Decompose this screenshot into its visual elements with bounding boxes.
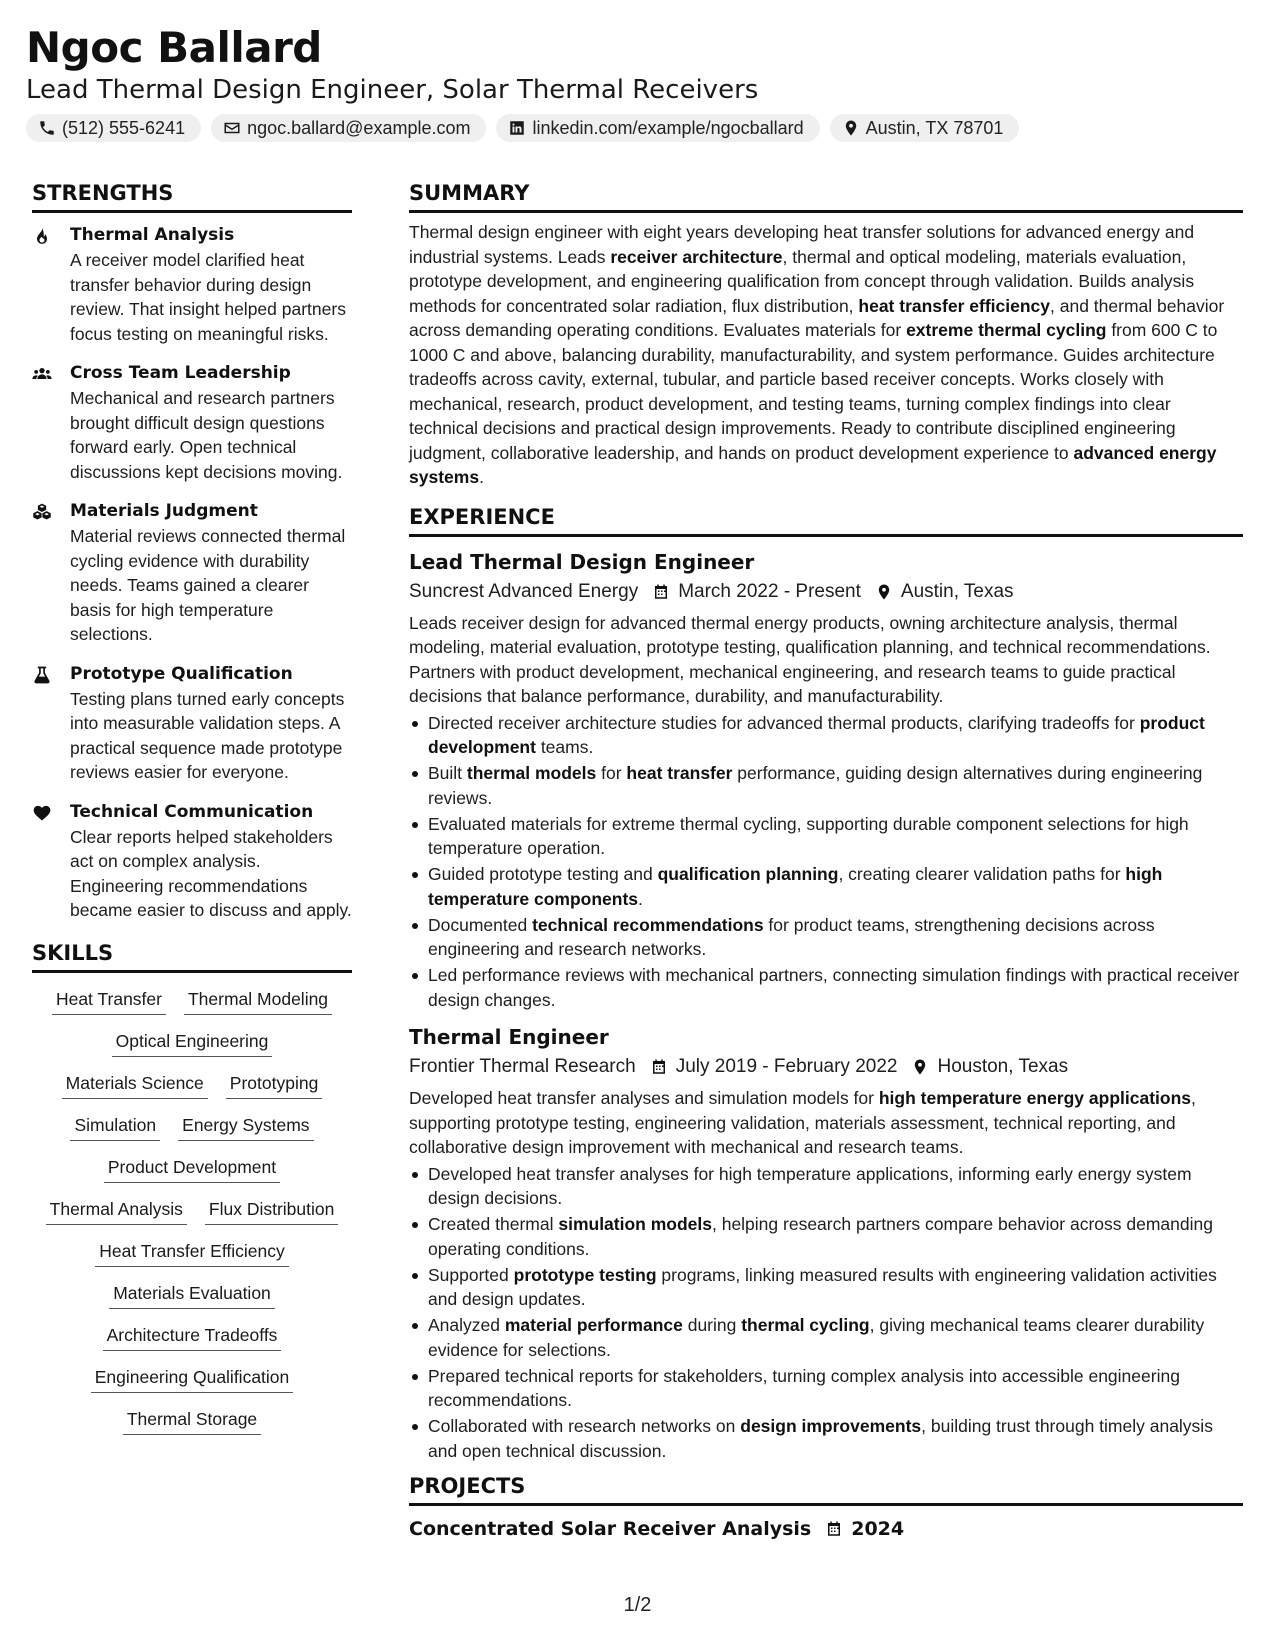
calendar-icon: [652, 583, 670, 601]
job-description: Leads receiver design for advanced thermal energy products, owning architecture analysis, thermal modeling, material evaluation, prototype testing, qualification planning, and technical recommendations. Partners with product development, mechanical engineering, and research teams to guide practical decisions that balance performance, durability, and manufacturability.: [409, 612, 1211, 706]
cubes-icon: [32, 502, 52, 522]
phone-icon: [38, 119, 56, 137]
projects-heading: PROJECTS: [409, 1471, 1243, 1506]
strength-item: [32, 499, 352, 647]
contact-location: [830, 114, 1020, 142]
map-pin-icon: [842, 119, 860, 137]
bullet-item: Developed heat transfer analyses for high temperature applications, informing early energy system design decisions.: [409, 1162, 1243, 1211]
calendar-icon: [825, 1520, 843, 1538]
left-column: [32, 178, 352, 1435]
contact-phone[interactable]: [26, 114, 201, 142]
calendar-icon: [650, 1058, 668, 1076]
skill-tag: Energy Systems: [178, 1113, 313, 1141]
candidate-title: Lead Thermal Design Engineer, Solar Thermal Receivers: [26, 75, 759, 105]
skill-tag: Materials Science: [62, 1071, 208, 1099]
skill-tag: Heat Transfer: [52, 987, 166, 1015]
job-dates: March 2022 - Present: [678, 580, 861, 602]
bullet-item: Collaborated with research networks on design improvements, building trust through timely analysis and open technical discussion.: [409, 1414, 1243, 1463]
strength-title: Prototype Qualification: [70, 663, 293, 684]
linkedin-icon: [508, 119, 526, 137]
bullet-item: Guided prototype testing and qualification planning, creating clearer validation paths for high temperature components.: [409, 862, 1243, 911]
strength-title: Technical Communication: [70, 801, 314, 822]
experience-heading: EXPERIENCE: [409, 502, 1243, 537]
skills-heading: SKILLS: [32, 938, 352, 973]
skill-tag: Optical Engineering: [112, 1029, 273, 1057]
strengths-heading: STRENGTHS: [32, 178, 352, 213]
strength-item: [32, 223, 352, 346]
envelope-icon: [223, 119, 241, 137]
job-company: Suncrest Advanced Energy: [409, 580, 639, 602]
bullet-item: Supported prototype testing programs, linking measured results with engineering validation activities and design updates.: [409, 1263, 1243, 1312]
strength-text: Clear reports helped stakeholders act on complex analysis. Engineering recommendations became easier to discuss and apply.: [70, 826, 352, 920]
bullet-item: Analyzed material performance during thermal cycling, giving mechanical teams clearer durability evidence for selections.: [409, 1313, 1243, 1362]
job-bullets: [409, 1162, 1243, 1464]
strength-item: [32, 662, 352, 785]
contact-text: (512) 555-6241: [62, 117, 186, 138]
flask-icon: [32, 665, 52, 685]
strength-title: Materials Judgment: [70, 501, 258, 521]
project-entry: [409, 1514, 1243, 1544]
bullet-item: Directed receiver architecture studies for advanced thermal products, clarifying tradeoffs for product development teams.: [409, 711, 1243, 760]
job-location: Houston, Texas: [937, 1056, 1069, 1077]
skill-tag: Materials Evaluation: [109, 1281, 275, 1309]
skill-tag: Thermal Modeling: [184, 987, 332, 1015]
contact-email[interactable]: [211, 114, 486, 142]
project-title: Concentrated Solar Receiver Analysis: [409, 1518, 812, 1540]
job-title: Thermal Engineer: [409, 1025, 609, 1049]
skill-tag: Heat Transfer Efficiency: [95, 1239, 288, 1267]
strength-item: [32, 361, 352, 484]
heart-icon: [32, 803, 52, 823]
contact-text: Austin, TX 78701: [865, 117, 1004, 138]
strength-text: A receiver model clarified heat transfer behavior during design review. That insight helped partners focus testing on meaningful risks.: [70, 250, 346, 344]
job-description: Developed heat transfer analyses and simulation models for high temperature energy applications, supporting prototype testing, engineering validation, materials assessment, technical reporting, and collaborative design improvement with mechanical and research teams.: [409, 1088, 1196, 1157]
job-dates: July 2019 - February 2022: [675, 1056, 898, 1077]
contact-text: linkedin.com/example/ngocballard: [532, 117, 804, 138]
bullet-item: Documented technical recommendations for product teams, strengthening decisions across engineering and research networks.: [409, 913, 1243, 962]
bullet-item: Led performance reviews with mechanical partners, connecting simulation findings with practical receiver design changes.: [409, 963, 1243, 1012]
skill-tag: Simulation: [70, 1113, 160, 1141]
job-entry: [409, 547, 1243, 1013]
skill-tag: Prototyping: [226, 1071, 323, 1099]
job-company: Frontier Thermal Research: [409, 1056, 636, 1077]
job-meta: [409, 577, 1243, 607]
job-entry: [409, 1022, 1243, 1463]
right-column: [409, 178, 1243, 1544]
skill-tag: Engineering Qualification: [91, 1365, 294, 1393]
flame-icon: [32, 226, 52, 246]
map-pin-icon: [875, 583, 893, 601]
bullet-item: Created thermal simulation models, helping research partners compare behavior across demanding operating conditions.: [409, 1212, 1243, 1261]
strength-item: [32, 800, 352, 923]
strength-text: Material reviews connected thermal cycling evidence with durability needs. Teams gained a clearer basis for high temperature selections.: [70, 526, 346, 644]
page-number: 1/2: [623, 1594, 652, 1616]
resume-header: [26, 22, 1251, 142]
bullet-item: Evaluated materials for extreme thermal cycling, supporting durable component selections for high temperature operation.: [409, 812, 1243, 861]
job-title: Lead Thermal Design Engineer: [409, 549, 755, 574]
contact-bar: [26, 114, 1251, 142]
bullet-item: Prepared technical reports for stakeholders, turning complex analysis into accessible engineering recommendations.: [409, 1364, 1243, 1413]
strength-text: Mechanical and research partners brought difficult design questions forward early. Open technical discussions kept decisions moving.: [70, 388, 343, 482]
map-pin-icon: [911, 1058, 929, 1076]
skill-tag: Flux Distribution: [205, 1197, 338, 1225]
skill-tag: Thermal Analysis: [46, 1197, 187, 1225]
strengths-list: [32, 223, 352, 923]
job-meta: [409, 1052, 1243, 1082]
summary-text: Thermal design engineer with eight years developing heat transfer solutions for advanced energy and industrial systems. Leads receiver architecture, thermal and optical modeling, materials evaluation, prototype development, and engineering qualification from concept through validation. Builds analysis methods for concentrated solar radiation, flux distribution, heat transfer efficiency, and thermal behavior across demanding operating conditions. Evaluates materials for extreme thermal cycling from 600 C to 1000 C and above, balancing durability, manufacturability, and system performance. Guides architecture tradeoffs across cavity, external, tubular, and particle based receiver concepts. Works closely with mechanical, research, product development, and testing teams, turning complex findings into clear technical decisions and practical design improvements. Ready to contribute disciplined engineering judgment, collaborative leadership, and hands on product development experience to advanced energy systems.: [409, 222, 1225, 487]
job-bullets: [409, 711, 1243, 1013]
strength-text: Testing plans turned early concepts into measurable validation steps. A practical sequence made prototype reviews easier for everyone.: [70, 688, 345, 782]
bullet-item: Built thermal models for heat transfer performance, guiding design alternatives during engineering reviews.: [409, 761, 1243, 810]
contact-text: ngoc.ballard@example.com: [247, 117, 471, 138]
skill-tag: Thermal Storage: [123, 1407, 261, 1435]
skill-tag: Product Development: [104, 1155, 280, 1183]
strength-title: Cross Team Leadership: [70, 363, 291, 383]
skill-tag: Architecture Tradeoffs: [103, 1323, 282, 1351]
candidate-name: Ngoc Ballard: [26, 23, 322, 72]
summary-heading: SUMMARY: [409, 178, 1243, 213]
project-year: 2024: [851, 1518, 905, 1540]
skills-list: [32, 987, 352, 1435]
users-icon: [32, 364, 52, 384]
job-location: Austin, Texas: [900, 580, 1014, 602]
contact-linkedin[interactable]: [496, 114, 819, 142]
strength-title: Thermal Analysis: [70, 225, 235, 245]
